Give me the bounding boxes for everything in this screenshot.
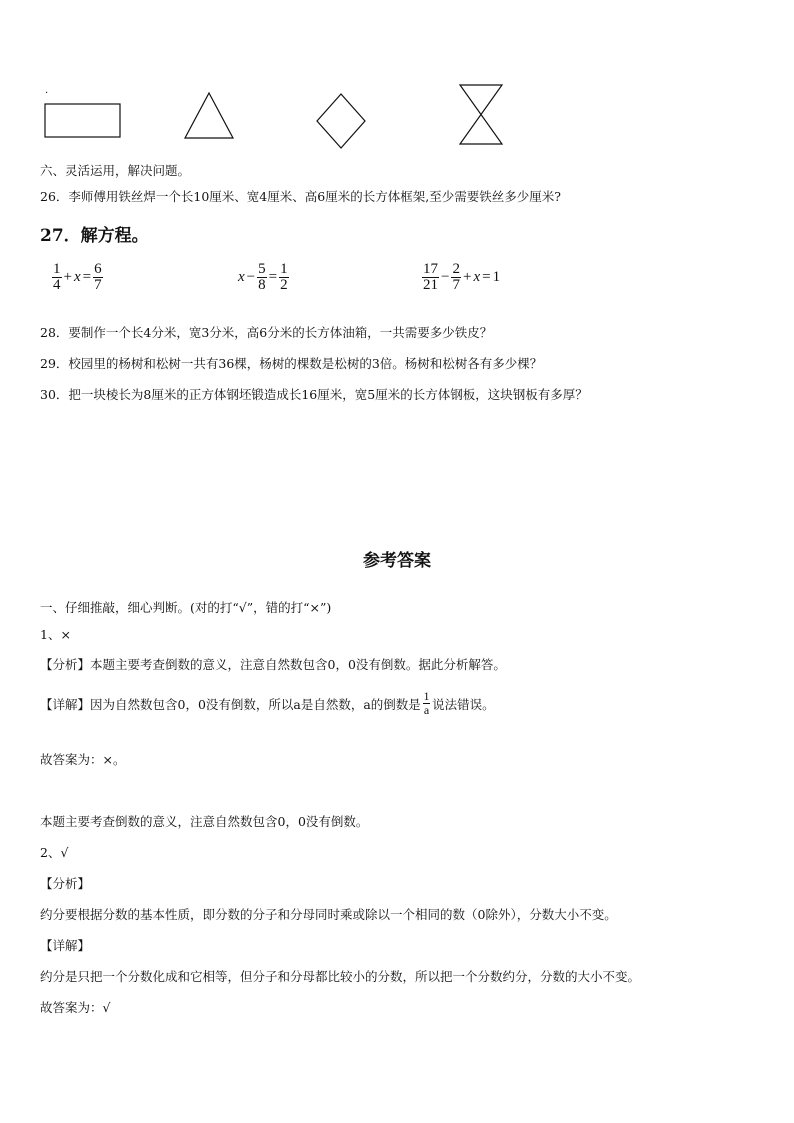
fraction: $\frac{17}{21}$ [423, 261, 438, 293]
answer-1-summary: 本题主要考查倒数的意义，注意自然数包含0，0没有倒数。 [40, 814, 369, 829]
answer-1-conclusion: 故答案为：×。 [40, 752, 126, 767]
equation-1: $\frac{1}{4}$ + x = $\frac{6}{7}$ [53, 261, 102, 293]
triangle-icon [183, 92, 235, 140]
question-28: 28．要制作一个长4分米，宽3分米，高6分米的长方体油箱，一共需要多少铁皮？ [40, 325, 493, 340]
equation-2: x − $\frac{5}{8}$ = $\frac{1}{2}$ [238, 261, 288, 293]
answer-1-number: 1、× [40, 627, 71, 642]
diamond-icon [315, 93, 367, 149]
answer-2-analysis: 约分要根据分数的基本性质，即分数的分子和分母同时乘或除以一个相同的数（0除外），分数大小不变。 [40, 907, 617, 922]
section-heading-6: 六、灵活运用，解决问题。 [40, 163, 191, 178]
question-27-label: 27．解方程。 [40, 226, 149, 246]
answers-title: 参考答案 [363, 551, 431, 571]
hourglass-icon [458, 84, 504, 146]
fraction: $\frac{1}{4}$ [53, 261, 61, 293]
fraction: $\frac{1}{2}$ [280, 261, 288, 293]
equation-3: $\frac{17}{21}$ − $\frac{2}{7}$ + x = 1 [423, 261, 501, 293]
dot-mark: · [45, 88, 49, 99]
answer-2-number: 2、√ [40, 845, 69, 860]
answer-2-detail: 约分是只把一个分数化成和它相等，但分子和分母都比较小的分数，所以把一个分数约分，分数的大小不变。 [40, 969, 641, 984]
answers-section-1: 一、仔细推敲，细心判断。(对的打“√”，错的打“×”) [40, 600, 332, 615]
answer-2-detail-label: 【详解】 [40, 938, 91, 953]
fraction: 1 a [423, 689, 430, 717]
fraction: $\frac{2}{7}$ [452, 261, 460, 293]
answer-2-analysis-label: 【分析】 [40, 876, 91, 891]
question-30: 30．把一块棱长为8厘米的正方体钢坯锻造成长16厘米，宽5厘米的长方体钢板，这块钢板有多厚？ [40, 387, 588, 402]
question-26: 26．李师傅用铁丝焊一个长10厘米、宽4厘米、高6厘米的长方体框架,至少需要铁丝多少厘米? [40, 189, 561, 204]
answer-1-analysis: 【分析】本题主要考查倒数的意义，注意自然数包含0，0没有倒数。据此分析解答。 [40, 657, 506, 672]
question-29: 29．校园里的杨树和松树一共有36棵，杨树的棵数是松树的3倍。杨树和松树各有多少棵？ [40, 356, 543, 371]
answer-1-detail: 【详解】因为自然数包含0，0没有倒数，所以a是自然数，a的倒数是 1 a 说法错误。 [40, 689, 495, 717]
rectangle-icon [44, 103, 122, 139]
fraction: $\frac{5}{8}$ [258, 261, 266, 293]
answer-2-conclusion: 故答案为：√ [40, 1000, 111, 1015]
fraction: $\frac{6}{7}$ [94, 261, 102, 293]
